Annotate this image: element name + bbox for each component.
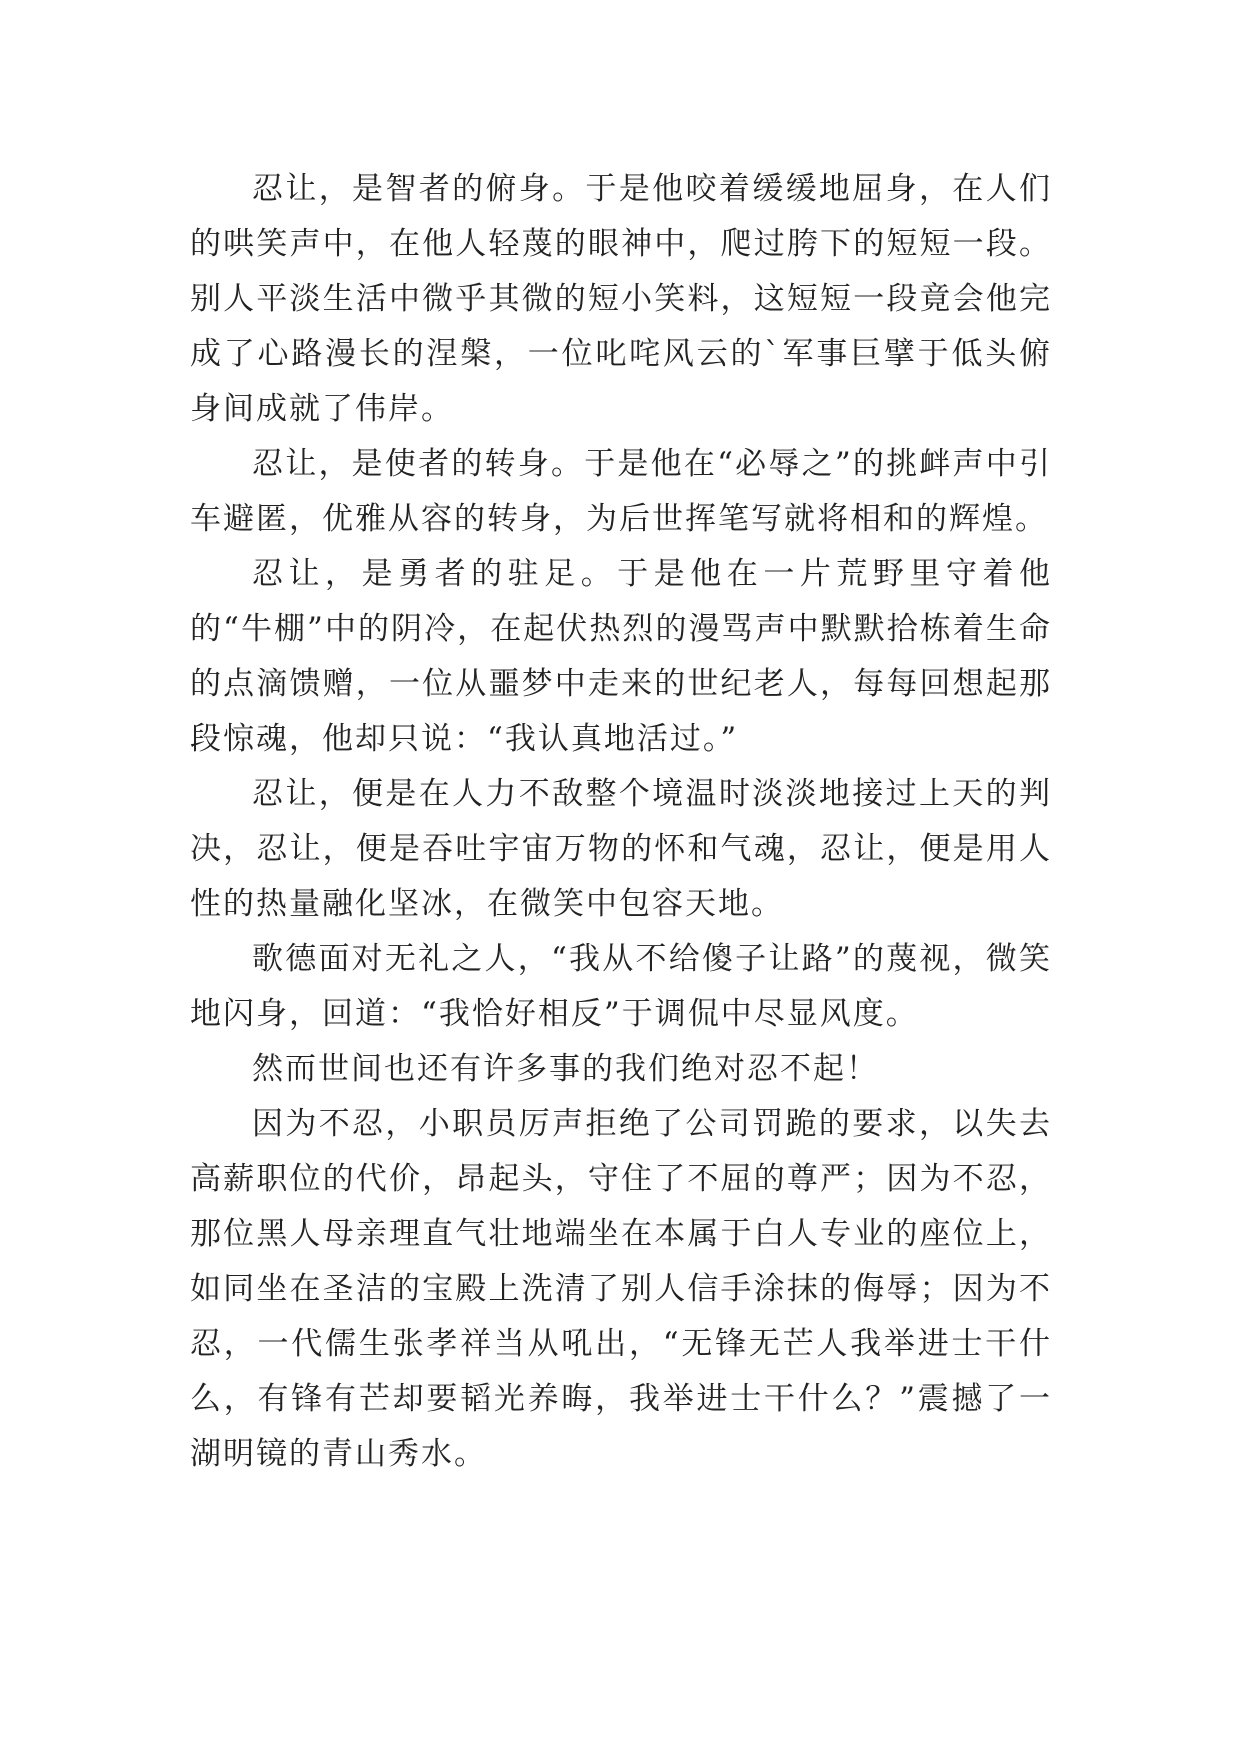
paragraph-7: 因为不忍，小职员厉声拒绝了公司罚跪的要求，以失去高薪职位的代价，昂起头，守住了不屈的尊严；因为不忍，那位黑人母亲理直气壮地端坐在本属于白人专业的座位上，如同坐在圣洁的宝殿上洗清了别人信手涂抹的侮辱；因为不忍，一代儒生张孝祥当从吼出，“无锋无芒人我举进士干什么，有锋有芒却要韬光养晦，我举进士干什么？”震撼了一湖明镜的青山秀水。 (190, 1106, 1052, 1472)
document-body (190, 162, 1052, 1482)
paragraph-3: 忍让，是勇者的驻足。于是他在一片荒野里守着他的“牛棚”中的阴冷，在起伏热烈的漫骂声中默默拾栋着生命的点滴馈赠，一位从噩梦中走来的世纪老人，每每回想起那段惊魂，他却只说：“我认真地活过。” (190, 556, 1052, 757)
paragraph-4: 忍让，便是在人力不敌整个境温时淡淡地接过上天的判决，忍让，便是吞吐宇宙万物的怀和气魂，忍让，便是用人性的热量融化坚冰，在微笑中包容天地。 (190, 776, 1052, 922)
paragraph-2: 忍让，是使者的转身。于是他在“必辱之”的挑衅声中引车避匿，优雅从容的转身，为后世挥笔写就将相和的辉煌。 (190, 446, 1052, 537)
paragraph-1: 忍让，是智者的俯身。于是他咬着缓缓地屈身，在人们的哄笑声中，在他人轻蔑的眼神中，爬过胯下的短短一段。别人平淡生活中微乎其微的短小笑料，这短短一段竟会他完成了心路漫长的涅槃，一位叱咤风云的`军事巨擘于低头俯身间成就了伟岸。 (190, 171, 1052, 427)
paragraph-5: 歌德面对无礼之人，“我从不给傻子让路”的蔑视，微笑地闪身，回道：“我恰好相反”于调侃中尽显风度。 (190, 941, 1052, 1032)
paragraph-6: 然而世间也还有许多事的我们绝对忍不起！ (252, 1051, 879, 1087)
